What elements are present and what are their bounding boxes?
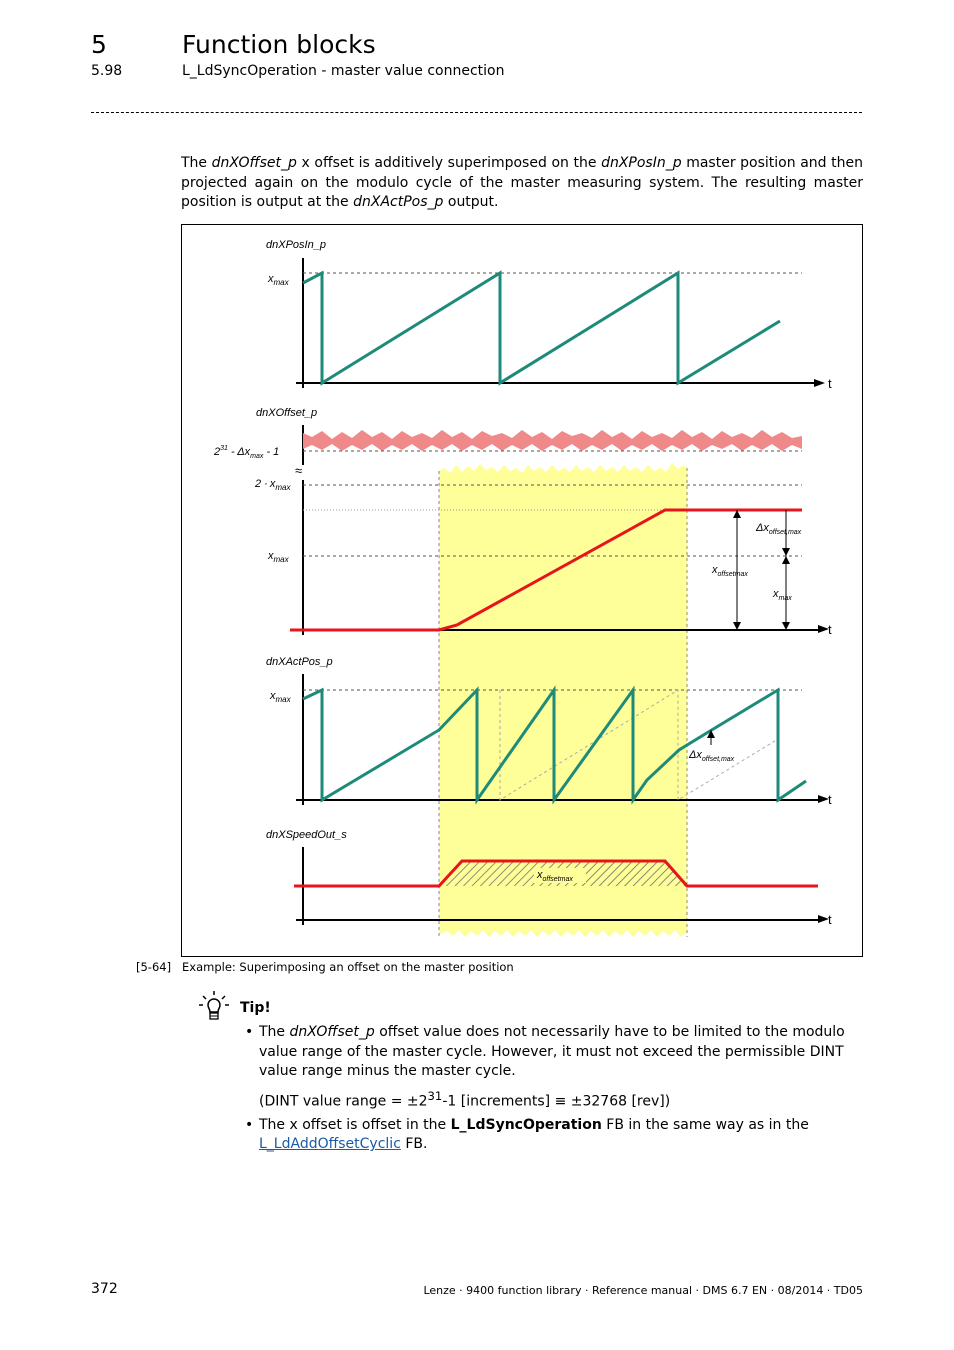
section-number: 5.98 [91,63,123,79]
offset-max-label: $x_{offsetmax}$ [712,564,748,578]
intro-paragraph: The dnXOffset_p x offset is additively superimposed on the dnXPosIn_p master position and then projected again on the modulo cycle of the master measuring system. The resulting master position is output at the dnXActPos_p output. [181,155,864,210]
actpos-delta-label: $\Delta x_{offset,max}$ [689,749,735,763]
timing-diagram [182,225,864,958]
page-number: 372 [91,1281,118,1297]
dint-limit-band [303,430,802,451]
var-posin: dnXPosIn_p [601,155,682,171]
offset-xmax-annot: $x_{max}$ [773,588,792,602]
section-title: L_LdSyncOperation - master value connection [182,63,505,79]
offset-t-label: t [828,622,832,637]
speed-offset-label: $x_{offsetmax}$ [537,869,573,883]
delta-offset-max-label: $\Delta x_{offset,max}$ [756,522,802,536]
caption-text: Example: Superimposing an offset on the master position [182,960,514,974]
footer-text: Lenze · 9400 function library · Reference manual · DMS 6.7 EN · 08/2014 · TD05 [423,1284,863,1297]
plot-label-actpos: dnXActPos_p [266,656,333,668]
dint-limit-label: $2^{31} - \Delta x_{max} - 1$ [214,445,280,460]
tip-label: Tip! [240,1000,271,1016]
plot-label-offset: dnXOffset_p [256,407,318,419]
actpos-t-label: t [828,792,832,807]
offset-2xmax-label: $2 \cdot x_{max}$ [255,478,291,492]
caption-id: [5-64] [136,960,172,974]
axis-break-icon: ≈ [295,463,303,478]
speed-t-label: t [828,912,832,927]
var-offset: dnXOffset_p [211,155,297,171]
ldaddoffsetcyclic-link[interactable]: L_LdAddOffsetCyclic [259,1136,401,1153]
posin-sawtooth [303,273,780,383]
figure-caption [136,960,514,974]
dint-range-note: (DINT value range = $\pm 2^{31}-1$ [increments] ≡ ±32768 [rev]) [259,1088,671,1110]
posin-xmax-label: $x_{max}$ [268,273,289,287]
tip-item-dint: • The dnXOffset_p offset value does not necessarily have to be limited to the modulo value range of the master cycle. However, it must not exceed the permissible DINT value range minus the master cycle. (DINT value range = $\pm 2^{31}-1$ [increments] ≡ ±32768 [rev]) [245,1023,863,1112]
tip-list [245,1023,863,1159]
header-divider [91,112,862,113]
lightbulb-icon [199,990,233,1024]
posin-t-label: t [828,376,832,391]
chapter-title: Function blocks [182,30,376,59]
offset-xmax-label: $x_{max}$ [268,550,289,564]
tip-item-fb: • The x offset is offset in the L_LdSyncOperation FB in the same way as in the L_LdAddOffsetCyclic FB. [245,1116,863,1155]
timing-diagram-figure [181,224,863,957]
var-actpos: dnXActPos_p [353,194,444,210]
plot-label-posin: dnXPosIn_p [266,239,326,251]
plot-label-speedout: dnXSpeedOut_s [266,829,347,841]
chapter-number: 5 [91,30,107,59]
actpos-xmax-label: $x_{max}$ [270,690,291,704]
actpos-sawtooth [303,690,806,800]
